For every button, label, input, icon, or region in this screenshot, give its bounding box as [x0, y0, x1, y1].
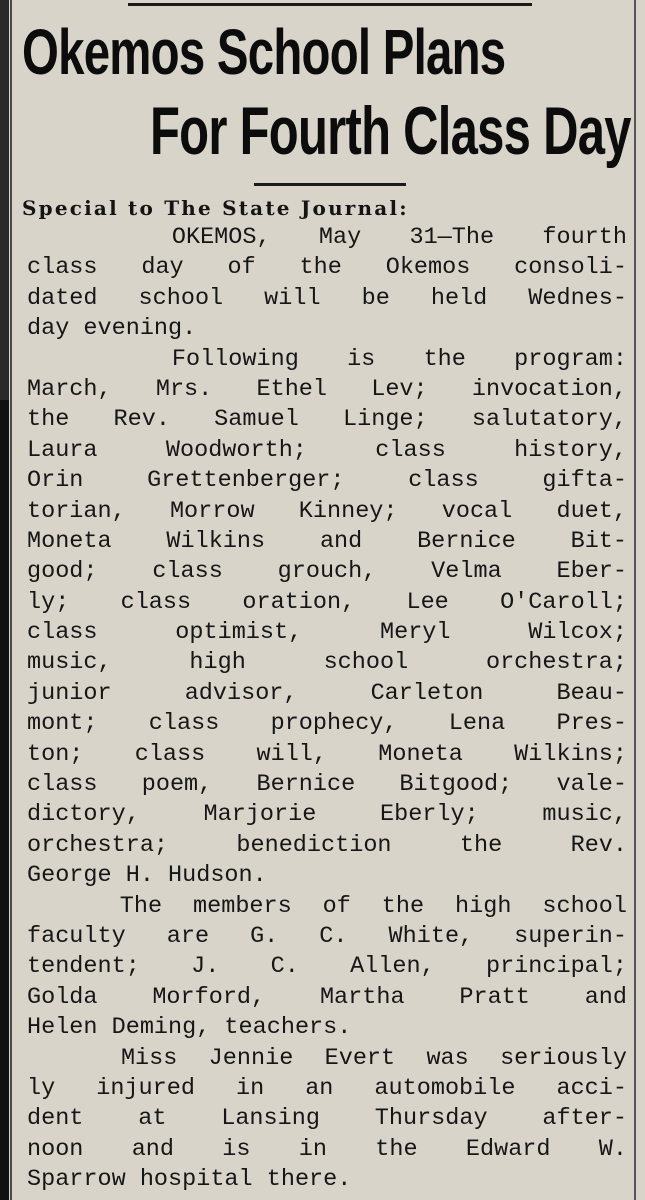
article-line: junior advisor, Carleton Beau- — [27, 679, 627, 707]
article-line: orchestra; benediction the Rev. — [27, 831, 627, 859]
article-line: dent at Lansing Thursday after- — [27, 1105, 627, 1133]
article-line: class optimist, Meryl Wilcox; — [27, 619, 627, 647]
article-line: Moneta Wilkins and Bernice Bit- — [27, 527, 627, 555]
article-line: torian, Morrow Kinney; vocal duet, — [27, 497, 627, 525]
article-line: class poem, Bernice Bitgood; vale- — [27, 771, 627, 799]
article-line: dictory, Marjorie Eberly; music, — [27, 801, 627, 829]
dateline-credit: Special to The State Journal: — [22, 196, 409, 220]
article-line: Miss Jennie Evert was seriously — [27, 1044, 627, 1072]
article-line: dated school will be held Wednes- — [27, 284, 627, 312]
article-line: mont; class prophecy, Lena Pres- — [27, 710, 627, 738]
article-line: Sparrow hospital there. — [27, 1166, 352, 1194]
article-line: Orin Grettenberger; class gifta- — [27, 467, 627, 495]
article-line: ly; class oration, Lee O'Caroll; — [27, 588, 627, 616]
headline-line-2: For Fourth Class Day — [150, 93, 631, 169]
article-line: ly injured in an automobile acci- — [27, 1074, 627, 1102]
article-line: Golda Morford, Martha Pratt and — [27, 983, 627, 1011]
article-line: OKEMOS, May 31—The fourth — [27, 224, 627, 251]
article-line: Following is the program: — [27, 345, 627, 373]
article-line: class day of the Okemos consoli- — [27, 254, 627, 282]
article-line: faculty are G. C. White, superin- — [27, 922, 627, 950]
article-line: good; class grouch, Velma Eber- — [27, 558, 627, 586]
article-body — [27, 223, 627, 1196]
headline-line-1: Okemos School Plans — [22, 16, 506, 88]
right-column-rule — [634, 0, 636, 1200]
article-line: tendent; J. C. Allen, principal; — [27, 953, 627, 981]
article-line: George H. Hudson. — [27, 862, 267, 890]
headline-divider-rule — [254, 183, 406, 186]
left-page-edge — [0, 0, 9, 1200]
article-line: day evening. — [27, 315, 197, 343]
top-divider-rule — [128, 3, 532, 6]
article-line: Laura Woodworth; class history, — [27, 436, 627, 464]
article-line: The members of the high school — [27, 892, 627, 920]
article-line: the Rev. Samuel Linge; salutatory, — [27, 406, 627, 434]
article-line: ton; class will, Moneta Wilkins; — [27, 740, 627, 768]
left-page-edge-shadow — [0, 400, 9, 1200]
article-line: music, high school orchestra; — [27, 649, 627, 677]
article-line: noon and is in the Edward W. — [27, 1135, 627, 1163]
article-line: March, Mrs. Ethel Lev; invocation, — [27, 375, 627, 403]
left-column-rule — [10, 0, 12, 1200]
article-line: Helen Deming, teachers. — [27, 1014, 352, 1042]
